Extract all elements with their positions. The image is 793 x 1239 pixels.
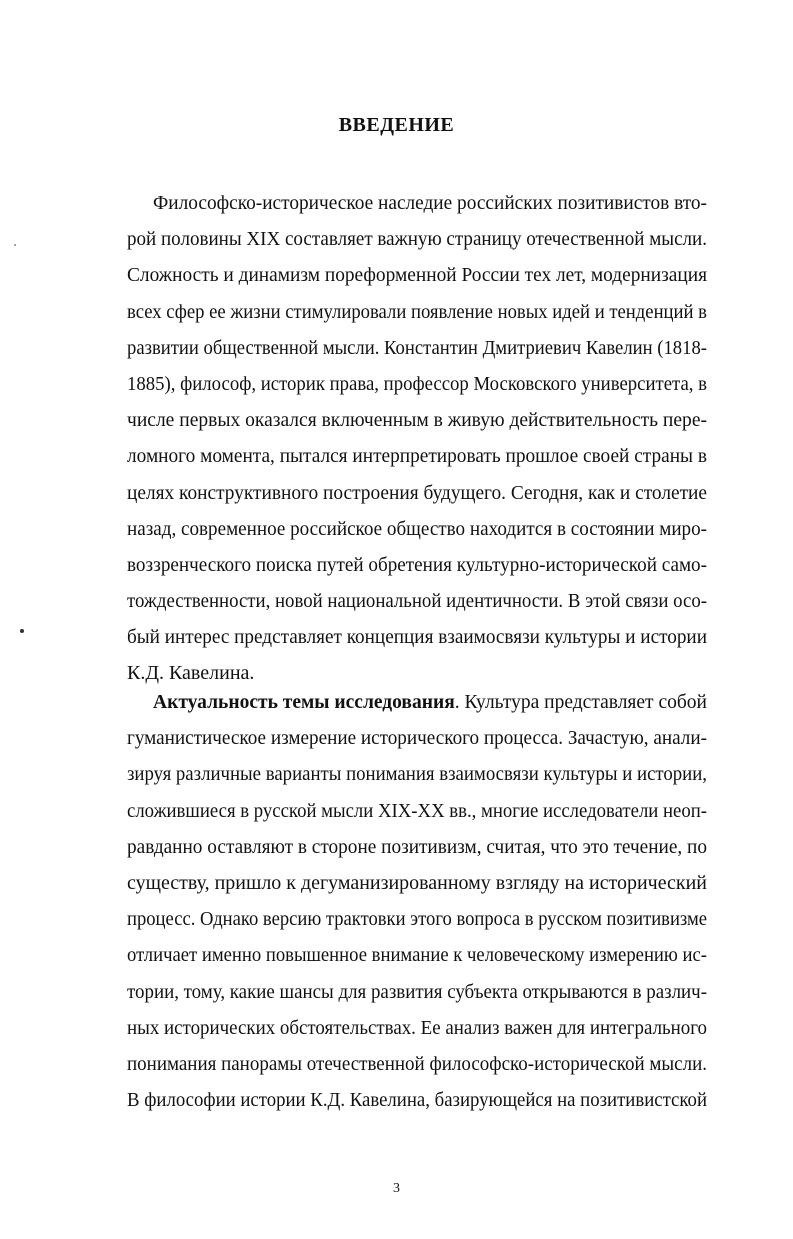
text-line: воззренческого поиска путей обретения культурно-исторической само-	[127, 553, 707, 576]
text-line: назад, современное российское общество находится в состоянии миро-	[127, 517, 707, 540]
scan-speck	[14, 244, 16, 246]
text-line: понимания панорамы отечественной философско-исторической мысли.	[127, 1052, 707, 1075]
scan-speck	[20, 629, 24, 633]
text-line: В философии истории К.Д. Кавелина, базирующейся на позитивистской	[127, 1089, 707, 1112]
text-line: бый интерес представляет концепция взаимосвязи культуры и истории	[127, 626, 707, 649]
text-line: гуманистическое измерение исторического процесса. Зачастую, анали-	[127, 727, 707, 750]
text-line: сложившиеся в русской мысли XIX-XX вв., многие исследователи неоп-	[127, 799, 707, 822]
lead-text: . Культура представляет собой	[454, 691, 707, 713]
text-line: всех сфер ее жизни стимулировали появление новых идей и тенденций в	[127, 300, 707, 323]
text-line: зируя различные варианты понимания взаимосвязи культуры и истории,	[127, 763, 707, 786]
text-line: числе первых оказался включенным в живую действительность пере-	[127, 409, 707, 432]
section-heading-inline: Актуальность темы исследования	[153, 691, 455, 713]
paragraph-1	[127, 185, 707, 692]
text-line: ломного момента, пытался интерпретировать прошлое своей страны в	[127, 445, 707, 468]
text-line: тории, тому, какие шансы для развития субъекта открываются в различ-	[127, 980, 707, 1003]
text-line: ных исторических обстоятельствах. Ее анализ важен для интегрального	[127, 1016, 707, 1039]
text-line: процесс. Однако версию трактовки этого вопроса в русском позитивизме	[127, 908, 707, 931]
text-line: существу, пришло к дегуманизированному взгляду на исторический	[127, 871, 707, 894]
text-line: тождественности, новой национальной идентичности. В этой связи осо-	[127, 590, 707, 613]
text-line: Философско-историческое наследие российских позитивистов вто-	[153, 192, 707, 214]
text-line: целях конструктивного построения будущего. Сегодня, как и столетие	[127, 481, 707, 504]
text-line: Сложность и динамизм пореформенной России тех лет, модернизация	[127, 264, 707, 287]
chapter-title: ВВЕДЕНИЕ	[338, 114, 455, 136]
text-line: К.Д. Кавелина.	[127, 662, 255, 685]
text-line: рой половины XIX составляет важную страницу отечественной мысли.	[127, 228, 707, 251]
text-line: 1885), философ, историк права, профессор Московского университета, в	[127, 372, 707, 395]
text-line: развитии общественной мысли. Константин Дмитриевич Кавелин (1818-	[127, 336, 707, 359]
text-line: отличает именно повышенное внимание к человеческому измерению ис-	[127, 944, 707, 967]
paragraph-2	[127, 684, 707, 1118]
text-line: равданно оставляют в стороне позитивизм, считая, что это течение, по	[127, 835, 707, 858]
text-line-lead	[127, 684, 707, 720]
page-number: 3	[393, 1181, 400, 1196]
